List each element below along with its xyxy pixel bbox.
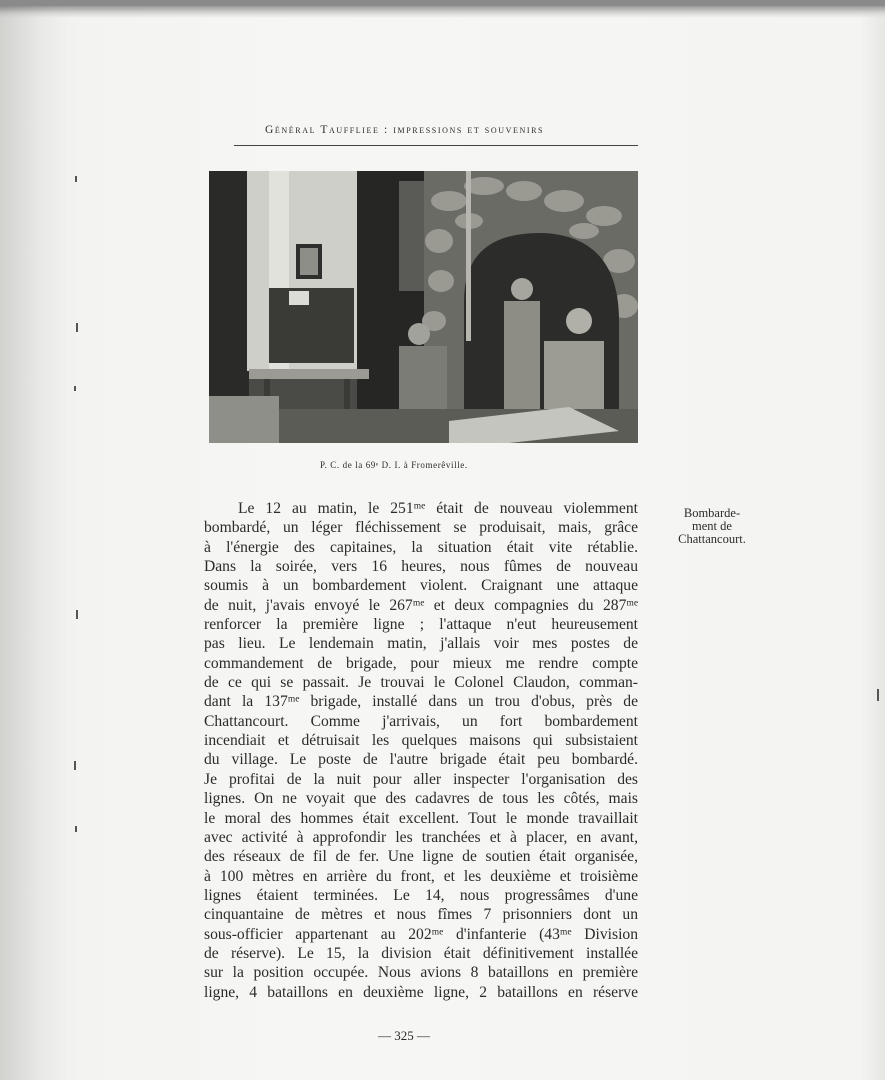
photo-caption: P. C. de la 69ᵉ D. I. à Fromerêville.	[320, 460, 468, 470]
text-line: Dans la soirée, vers 16 heures, nous fûmes de nouveau	[204, 558, 638, 576]
text-line: des réseaux de fil de fer. Une ligne de soutien était organisée,	[204, 848, 638, 866]
text-line: lignes. On ne voyait que des cadavres de tous les côtés, mais	[204, 790, 638, 808]
text-line: de ce qui se passait. Je trouvai le Colonel Claudon, comman-	[204, 674, 638, 692]
text-line: sous-officier appartenant au 202ᵐᵉ d'infanterie (43ᵐᵉ Division	[204, 925, 638, 943]
gutter-mark	[74, 761, 76, 770]
text-line: avec activité à approfondir les tranchées et à placer, en avant,	[204, 828, 638, 846]
margin-note-line: Chattancourt.	[678, 532, 746, 546]
gutter-mark	[76, 610, 78, 619]
text-line: lignes étaient terminées. Le 14, nous progressâmes d'une	[204, 886, 638, 904]
top-shadow	[0, 6, 885, 18]
gutter-mark	[75, 826, 77, 832]
text-line: dant la 137ᵐᵉ brigade, installé dans un trou d'obus, près de	[204, 693, 638, 711]
text-line: Le 12 au matin, le 251ᵐᵉ était de nouveau violemment	[238, 500, 638, 517]
photograph-icon	[209, 171, 638, 443]
text-line: du village. Le poste de l'autre brigade était peu bombardé.	[204, 751, 638, 769]
text-line: ligne, 4 bataillons en deuxième ligne, 2 bataillons en réserve	[204, 983, 638, 1001]
text-line: de réserve). Le 15, la division était définitivement installée	[204, 944, 638, 962]
text-line: Chattancourt. Comme j'arrivais, un fort bombardement	[204, 712, 638, 730]
text-line: bombardé, un léger fléchissement se produisait, mais, grâce	[204, 519, 638, 537]
text-line: renforcer la première ligne ; l'attaque n'eut heureusement	[204, 616, 638, 634]
gutter-mark	[75, 176, 77, 182]
gutter-mark	[877, 689, 879, 701]
text-line: le moral des hommes était excellent. Tout le monde travaillait	[204, 809, 638, 827]
text-line: soumis à un bombardement violent. Craignant une attaque	[204, 577, 638, 595]
text-line: Je profitai de la nuit pour aller inspecter l'organisation des	[204, 770, 638, 788]
running-head: Général Tauffliee : impressions et souvenirs	[265, 124, 545, 136]
margin-note	[662, 507, 762, 546]
margin-note-line: ment de	[692, 519, 732, 533]
body-text	[204, 499, 638, 1002]
text-line: cinquantaine de mètres et nous fîmes 7 prisonniers dont un	[204, 906, 638, 924]
text-line: incendiait et détruisait les quelques maisons qui subsistaient	[204, 732, 638, 750]
gutter-mark	[74, 386, 76, 391]
text-line: de nuit, j'avais envoyé le 267ᵐᵉ et deux compagnies du 287ᵐᵉ	[204, 596, 638, 614]
text-line: sur la position occupée. Nous avions 8 bataillons en première	[204, 964, 638, 982]
text-line: à 100 mètres en arrière du front, et les deuxième et troisième	[204, 867, 638, 885]
page-number: — 325 —	[378, 1028, 430, 1043]
text-line: commandement de brigade, pour mieux me rendre compte	[204, 654, 638, 672]
photograph	[209, 171, 638, 443]
gutter-mark	[76, 323, 78, 332]
head-rule	[234, 145, 638, 146]
text-line: pas lieu. Le lendemain matin, j'allais voir mes postes de	[204, 635, 638, 653]
binding-shadow	[0, 6, 70, 1080]
text-line: à l'énergie des capitaines, la situation était vite rétablie.	[204, 538, 638, 556]
margin-note-line: Bombarde-	[683, 506, 741, 520]
